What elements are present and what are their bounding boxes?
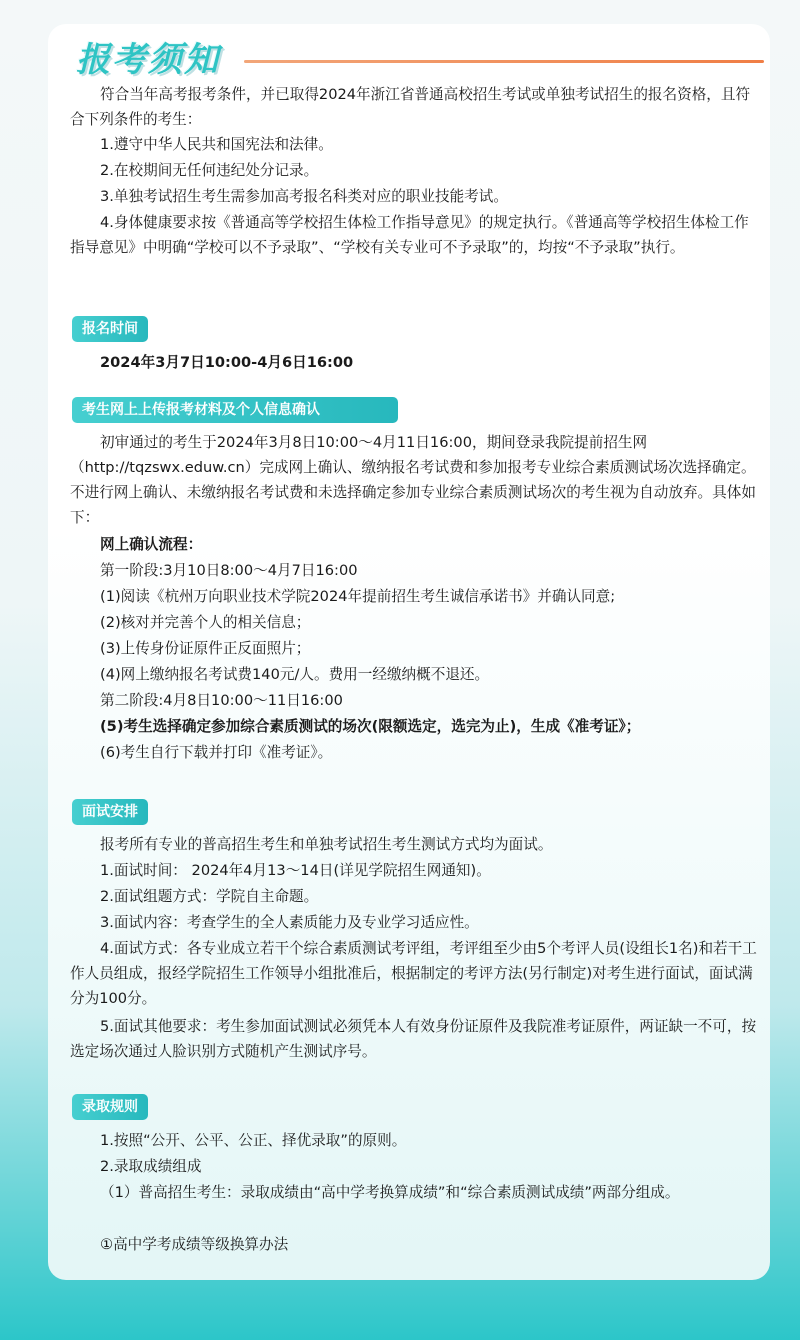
page-title: 报考须知 (76, 40, 220, 80)
notice-card (48, 24, 770, 1280)
flow-step: (2)核对并完善个人的相关信息； (100, 614, 311, 631)
requirement-item: 2.在校期间无任何违纪处分记录。 (100, 162, 319, 179)
requirement-item: 3.单独考试招生考生需参加高考报名科类对应的职业技能考试。 (100, 188, 508, 205)
interview-item: 4.面试方式：各专业成立若干个综合素质测试考评组，考评组至少由5个考评人员(设组长1名)和若干工作人员组成，报经学院招生工作领导小组批准后，根据制定的考评方法(另行制定)对考生进行面试，面试满分为100分。 (70, 940, 757, 1007)
flow-step: (1)阅读《杭州万向职业技术学院2024年提前招生考生诚信承诺书》并确认同意; (100, 588, 616, 605)
stage-two: 第二阶段:4月8日10:00～11日16:00 (100, 692, 343, 709)
flow-step: (4)网上缴纳报名考试费140元/人。费用一经缴纳概不退还。 (100, 666, 490, 683)
admission-badge: 录取规则 (72, 1094, 148, 1120)
requirements-intro: 符合当年高考报考条件，并已取得2024年浙江省普通高校招生考试或单独考试招生的报名资格，且符合下列条件的考生： (70, 86, 751, 128)
admission-item: ①高中学考成绩等级换算办法 (100, 1236, 289, 1253)
stage-one: 第一阶段:3月10日8:00～4月7日16:00 (100, 562, 358, 579)
admission-item: 1.按照“公开、公平、公正、择优录取”的原则。 (100, 1132, 407, 1149)
admission-item: （1）普高招生考生：录取成绩由“高中学考换算成绩”和“综合素质测试成绩”两部分组成。 (100, 1184, 680, 1201)
flow-title: 网上确认流程： (100, 536, 203, 553)
title-row (76, 32, 766, 80)
registration-time: 2024年3月7日10:00-4月6日16:00 (100, 354, 354, 371)
registration-time-badge: 报名时间 (72, 316, 148, 342)
interview-item: 3.面试内容：考查学生的全人素质能力及专业学习适应性。 (100, 914, 479, 931)
interview-item: 1.面试时间： 2024年4月13～14日(详见学院招生网通知)。 (100, 862, 491, 879)
admission-item: 2.录取成绩组成 (100, 1158, 202, 1175)
interview-badge: 面试安排 (72, 799, 148, 825)
interview-intro: 报考所有专业的普高招生考生和单独考试招生考生测试方式均为面试。 (100, 836, 553, 853)
flow-step: (6)考生自行下载并打印《准考证》。 (100, 744, 333, 761)
requirement-item: 4.身体健康要求按《普通高等学校招生体检工作指导意见》的规定执行。《普通高等学校招生体检工作指导意见》中明确“学校可以不予录取”、“学校有关专业可不予录取”的，均按“不予录取”执行。 (70, 214, 749, 256)
upload-badge: 考生网上上传报考材料及个人信息确认 (72, 397, 398, 423)
requirement-item: 1.遵守中华人民共和国宪法和法律。 (100, 136, 333, 153)
interview-item: 2.面试组题方式：学院自主命题。 (100, 888, 319, 905)
flow-step: (5)考生选择确定参加综合素质测试的场次(限额选定，选完为止)，生成《准考证》； (100, 718, 641, 735)
interview-item: 5.面试其他要求：考生参加面试测试必须凭本人有效身份证原件及我院准考证原件，两证缺一不可，按选定场次通过人脸识别方式随机产生测试序号。 (70, 1018, 757, 1060)
flow-step: (3)上传身份证原件正反面照片； (100, 640, 311, 657)
upload-intro: 初审通过的考生于2024年3月8日10:00～4月11日16:00，期间登录我院提前招生网（http://tqzswx.eduw.cn）完成网上确认、缴纳报名考试费和参加报考专业综合素质测试场次选择确定。不进行网上确认、未缴纳报名考试费和未选择确定参加专业综合素质测试场次的考生视为自动放弃。具体如下： (70, 434, 756, 526)
title-divider (244, 60, 764, 63)
